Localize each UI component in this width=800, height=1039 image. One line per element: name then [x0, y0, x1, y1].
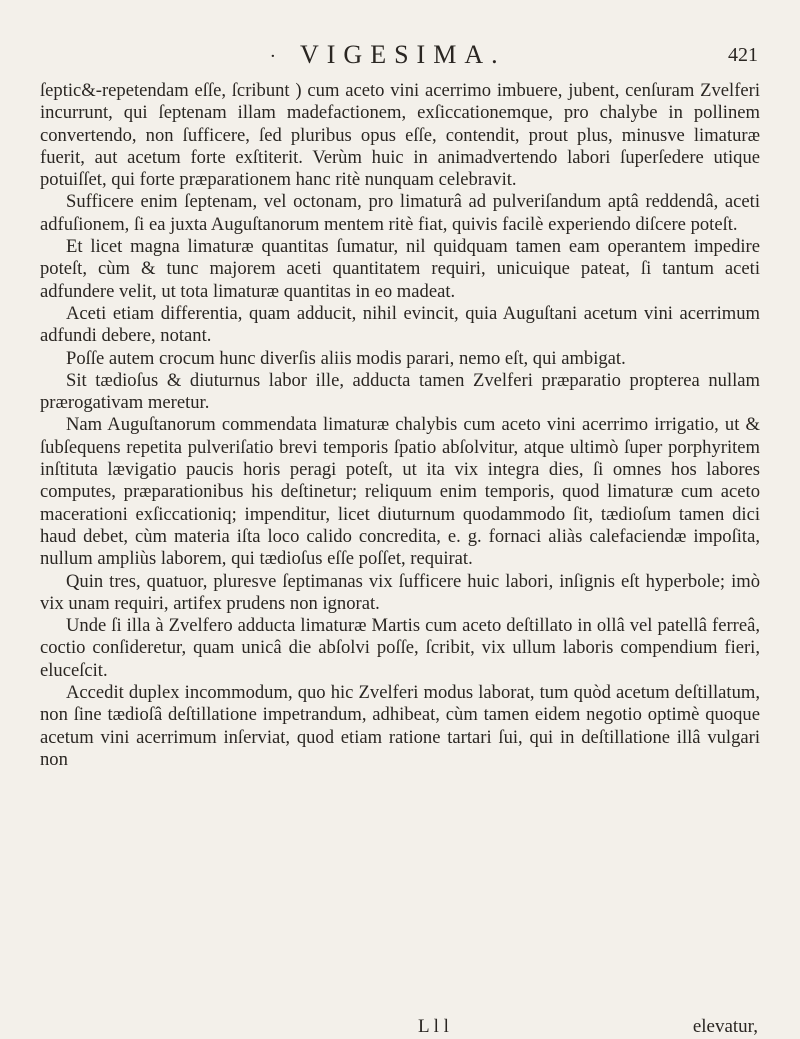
page-footer [0, 1016, 800, 1038]
page-number: 421 [728, 44, 758, 66]
running-header [0, 40, 800, 70]
paragraph: ſeptic&-repetendam eſſe, ſcribunt ) cum aceto vini acerrimo imbuere, jubent, cenſuram Zvelferi incurrunt, qui ſeptenam illam madefactionem, exſiccationemque, pro chalybe in pollinem convertendo, non ſufficere, ſed pluribus opus eſſe, contendit, prout plus, minusve limaturæ fuerit, aut acetum forte exſtiterit. Verùm huic in animadvertendo labori ſuperſedere utique potuiſſet, qui forte præparationem hanc ritè nunquam celebravit. [40, 80, 760, 191]
paragraph: Unde ſi illa à Zvelfero adducta limaturæ Martis cum aceto deſtillato in ollâ vel patellâ ferreâ, coctio conſideretur, quam unicâ die abſolvi poſſe, ſcribit, vix ullum laboris compendium fieri, eluceſcit. [40, 615, 760, 681]
paragraph: Accedit duplex incommodum, quo hic Zvelferi modus laborat, tum quòd acetum deſtillatum, non ſine tædioſâ deſtillatione impetrandum, adhibeat, cùm tamen eidem negotio optimè quoque acetum vini acerrimum inſerviat, quod etiam ratione tartari ſui, qui in deſtillatione illâ vulgari non [40, 682, 760, 770]
paragraph: Quin tres, quatuor, pluresve ſeptimanas vix ſufficere huic labori, inſignis eſt hyperbole; imò vix unam requiri, artifex prudens non ignorat. [40, 570, 760, 614]
header-dot: · [270, 46, 276, 67]
body-text [40, 80, 760, 771]
running-title: VIGESIMA. [300, 40, 506, 69]
paragraph: Aceti etiam differentia, quam adducit, nihil evincit, quia Auguſtani acetum vini acerrimum adfundi debere, notant. [40, 302, 760, 347]
paragraph: Sit tædioſus & diuturnus labor ille, adducta tamen Zvelferi præparatio propterea nullam prærogativam meretur. [40, 369, 760, 414]
signature-mark: L l l [418, 1016, 449, 1037]
catchword: elevatur, [692, 1016, 758, 1037]
paragraph: Nam Auguſtanorum commendata limaturæ chalybis cum aceto vini acerrimo irrigatio, ut & ſubſequens repetita pulveriſatio brevi temporis ſpatio abſolvitur, atque ultimò ſuper porphyritem inſtituta lævigatio paucis horis peragi poteſt, ut ita vix integra dies, ſi omnes hos labores computes, præparationibus his deſtinetur; reliquum enim temporis, quod limaturæ cum aceto macerationi exſiccationiq; impenditur, licet diuturnum quodammodo ſit, tædioſum tamen dici haud debet, cùm materia iſta loco calido concredita, e. g. fornaci aliàs calefaciendæ impoſita, nullum ampliùs laborem, qui tædioſus eſſe poſſet, requirat. [40, 414, 760, 570]
paragraph: Sufficere enim ſeptenam, vel octonam, pro limaturâ ad pulveriſandum aptâ reddendâ, aceti adfuſionem, ſi ea juxta Auguſtanorum mentem ritè fiat, quivis facilè experiendo diſcere poteſt. [40, 191, 760, 235]
paragraph: Et licet magna limaturæ quantitas ſumatur, nil quidquam tamen eam operantem impedire poteſt, cùm & tunc majorem aceti quantitatem requiri, unicuique pateat, ſi tantum aceti adfundere velit, ut tota limaturæ quantitas in eo madeat. [40, 236, 760, 302]
paragraph: Poſſe autem crocum hunc diverſis aliis modis parari, nemo eſt, qui ambigat. [66, 347, 626, 369]
